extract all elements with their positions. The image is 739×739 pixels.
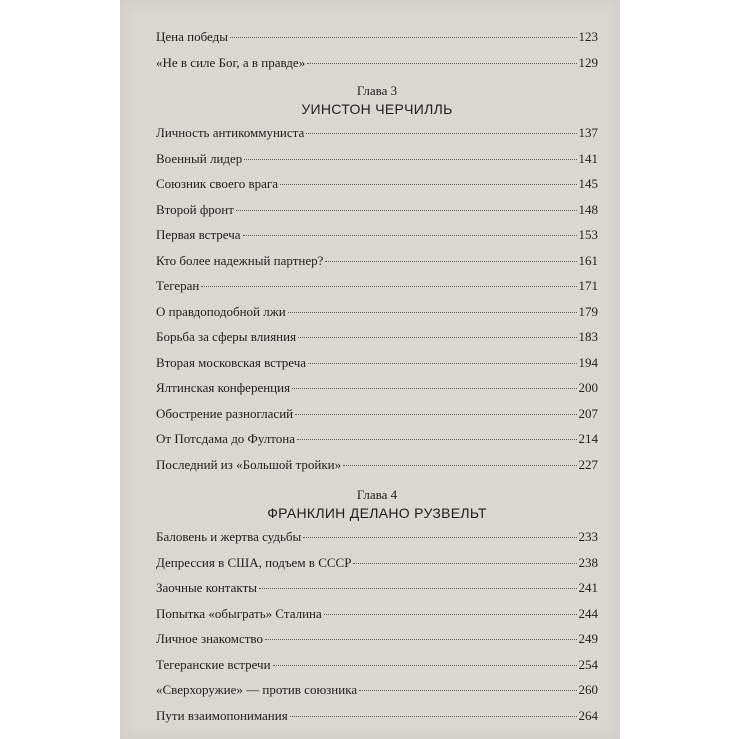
toc-entry-title: Личное знакомство [156, 631, 263, 646]
toc-entry-page: 145 [578, 176, 598, 191]
toc-leader-dots [288, 312, 577, 313]
toc-entry-page: 260 [578, 682, 598, 697]
toc-entry-title: Пути взаимопонимания [156, 707, 288, 723]
toc-entry [156, 656, 598, 682]
toc-leader-dots [295, 414, 576, 415]
toc-entry-page: 194 [578, 354, 598, 370]
toc-entry-title: «Сверхоружие» — против союзника [156, 682, 358, 697]
toc-entry [156, 579, 598, 605]
toc-leader-dots [343, 465, 576, 466]
toc-leader-dots [290, 716, 577, 717]
toc-leader-dots [325, 261, 576, 262]
toc-entry [156, 528, 598, 554]
toc-leader-dots [273, 665, 577, 666]
toc-entry-page: 227 [578, 456, 598, 472]
toc-leader-dots [298, 337, 576, 338]
toc-leader-dots [303, 537, 576, 538]
toc-leader-dots [292, 388, 576, 389]
toc-entry-page: 244 [578, 605, 598, 621]
toc-entry [156, 707, 598, 733]
toc-entry-page: 141 [578, 150, 598, 166]
toc-entry [156, 150, 598, 176]
chapter-label: Глава 3 [356, 83, 398, 98]
toc-entry-title: Борьба за сферы влияния [156, 329, 297, 344]
toc-entry [156, 354, 598, 380]
chapter-name: УИНСТОН ЧЕРЧИЛЛЬ [301, 101, 453, 117]
toc-leader-dots [359, 690, 576, 691]
chapter-name: ФРАНКЛИН ДЕЛАНО РУЗВЕЛЬТ [267, 505, 487, 521]
toc-entry-title: Вторая московская встреча [156, 354, 307, 370]
toc-leader-dots [307, 63, 576, 64]
toc-entry-title: Заочные контакты [156, 580, 257, 595]
chapter-heading-3 [156, 83, 598, 119]
table-of-contents [156, 28, 598, 732]
toc-leader-dots [236, 210, 577, 211]
toc-entry-page: 214 [578, 431, 598, 446]
toc-entry [156, 226, 598, 252]
toc-entry [156, 252, 598, 278]
toc-entry-page: 129 [578, 54, 598, 70]
toc-group-intro [156, 28, 598, 79]
toc-leader-dots [201, 286, 576, 287]
toc-entry [156, 554, 598, 580]
toc-entry-title: О правдоподобной лжи [156, 303, 286, 319]
toc-entry [156, 277, 598, 303]
toc-entry [156, 456, 598, 482]
toc-entry [156, 303, 598, 329]
toc-entry-page: 153 [578, 227, 598, 242]
toc-leader-dots [306, 133, 576, 134]
toc-entry [156, 54, 598, 80]
toc-entry-page: 137 [578, 125, 598, 140]
toc-entry-page: 254 [578, 656, 598, 672]
chapter-heading-4 [156, 487, 598, 523]
toc-entry-title: Последний из «Большой тройки» [156, 456, 342, 472]
toc-leader-dots [243, 235, 577, 236]
toc-entry [156, 379, 598, 405]
chapter-label: Глава 4 [356, 487, 398, 502]
toc-entry [156, 405, 598, 431]
toc-entry-page: 171 [578, 278, 598, 293]
toc-entry-page: 200 [578, 380, 598, 395]
toc-entry-page: 161 [578, 252, 598, 268]
toc-leader-dots [308, 363, 576, 364]
toc-entry-title: Второй фронт [156, 201, 234, 217]
toc-leader-dots [324, 614, 577, 615]
chapter-4-entries [156, 528, 598, 732]
toc-entry-title: Кто более надежный партнер? [156, 252, 324, 268]
toc-entry-title: Попытка «обыграть» Сталина [156, 605, 322, 621]
toc-entry-title: Обострение разногласий [156, 405, 294, 421]
toc-entry-title: Тегеранские встречи [156, 656, 271, 672]
toc-entry-page: 183 [578, 329, 598, 344]
toc-leader-dots [297, 439, 577, 440]
toc-entry-page: 264 [578, 707, 598, 723]
toc-leader-dots [230, 37, 577, 38]
toc-entry-page: 249 [578, 631, 598, 646]
toc-entry [156, 201, 598, 227]
toc-leader-dots [265, 639, 577, 640]
toc-entry-title: «Не в силе Бог, а в правде» [156, 54, 306, 70]
toc-entry [156, 175, 598, 201]
toc-leader-dots [280, 184, 576, 185]
toc-entry-title: Первая встреча [156, 227, 241, 242]
toc-entry [156, 605, 598, 631]
toc-entry-page: 123 [578, 29, 598, 44]
toc-entry-title: Цена победы [156, 29, 228, 44]
toc-entry-page: 207 [578, 405, 598, 421]
toc-entry [156, 28, 598, 54]
toc-entry-title: Баловень и жертва судьбы [156, 529, 302, 544]
toc-entry-title: Тегеран [156, 278, 200, 293]
toc-entry-title: Депрессия в США, подъем в СССР [156, 554, 352, 570]
chapter-3-entries [156, 124, 598, 481]
toc-entry-title: Ялтинская конференция [156, 380, 291, 395]
toc-entry [156, 328, 598, 354]
toc-entry-page: 238 [578, 554, 598, 570]
toc-entry [156, 681, 598, 707]
toc-entry-page: 148 [578, 201, 598, 217]
toc-leader-dots [259, 588, 577, 589]
toc-entry-page: 179 [578, 303, 598, 319]
toc-entry [156, 630, 598, 656]
toc-entry-page: 241 [578, 580, 598, 595]
toc-entry-title: Военный лидер [156, 150, 243, 166]
toc-entry-title: От Потсдама до Фултона [156, 431, 295, 446]
toc-entry [156, 430, 598, 456]
toc-entry-page: 233 [578, 529, 598, 544]
toc-entry-title: Личность антикоммуниста [156, 125, 305, 140]
toc-entry-title: Союзник своего врага [156, 176, 279, 191]
toc-leader-dots [244, 159, 576, 160]
toc-leader-dots [353, 563, 576, 564]
toc-entry [156, 124, 598, 150]
